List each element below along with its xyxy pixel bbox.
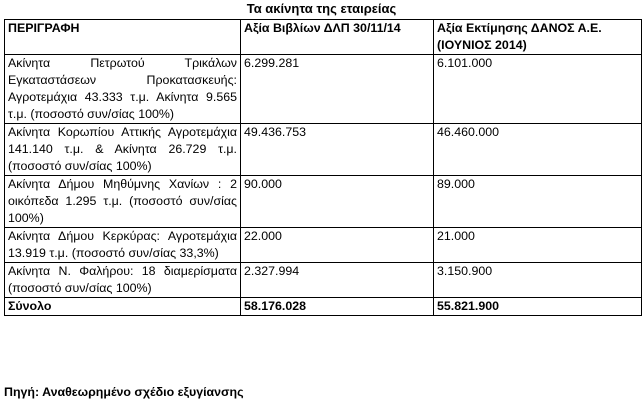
total-book-value: 58.176.028 — [241, 298, 434, 316]
row-description: Ακίνητα Ν. Φαλήρου: 18 διαμερίσματα (ποσοστό συν/σίας 100%) — [5, 263, 241, 298]
header-valuation: Αξία Εκτίμησης ΔΑΝΟΣ Α.Ε. (ΙΟΥΝΙΟΣ 2014) — [434, 20, 642, 55]
row-valuation: 6.101.000 — [434, 55, 642, 124]
total-label: Σύνολο — [5, 298, 241, 316]
header-book-value: Αξία Βιβλίων ΔΛΠ 30/11/14 — [241, 20, 434, 55]
row-valuation: 3.150.900 — [434, 263, 642, 298]
table-row — [5, 124, 642, 176]
row-description: Ακίνητα Δήμου Μηθύμνης Χανίων : 2 οικόπεδα 1.295 τ.μ. (ποσοστό συν/σίας 100%) — [5, 176, 241, 228]
row-valuation: 21.000 — [434, 228, 642, 263]
header-description: ΠΕΡΙΓΡΑΦΗ — [5, 20, 241, 55]
source-note: Πηγή: Αναθεωρημένο σχέδιο εξυγίανσης — [4, 385, 244, 399]
table-row — [5, 263, 642, 298]
row-book-value: 22.000 — [241, 228, 434, 263]
table-title: Τα ακίνητα της εταιρείας — [246, 1, 397, 16]
header-row — [5, 20, 642, 55]
row-book-value: 2.327.994 — [241, 263, 434, 298]
total-row — [5, 298, 642, 316]
row-valuation: 46.460.000 — [434, 124, 642, 176]
table-row — [5, 176, 642, 228]
row-valuation: 89.000 — [434, 176, 642, 228]
row-description: Ακίνητα Πετρωτού Τρικάλων Εγκαταστάσεων Προκατασκευής: Αγροτεμάχια 43.333 τ.μ. Ακίνητα 9.565 τ.μ. (ποσοστό συν/σίας 100%) — [5, 55, 241, 124]
table-row — [5, 55, 642, 124]
row-book-value: 90.000 — [241, 176, 434, 228]
total-valuation: 55.821.900 — [434, 298, 642, 316]
row-description: Ακίνητα Δήμου Κερκύρας: Αγροτεμάχια 13.919 τ.μ. (ποσοστό συν/σίας 33,3%) — [5, 228, 241, 263]
assets-table — [4, 19, 642, 316]
row-book-value: 49.436.753 — [241, 124, 434, 176]
row-book-value: 6.299.281 — [241, 55, 434, 124]
table-row — [5, 228, 642, 263]
row-description: Ακίνητα Κορωπίου Αττικής Αγροτεμάχια 141.140 τ.μ. & Ακίνητα 26.729 τ.μ. (ποσοστό συν/σίας 100%) — [5, 124, 241, 176]
